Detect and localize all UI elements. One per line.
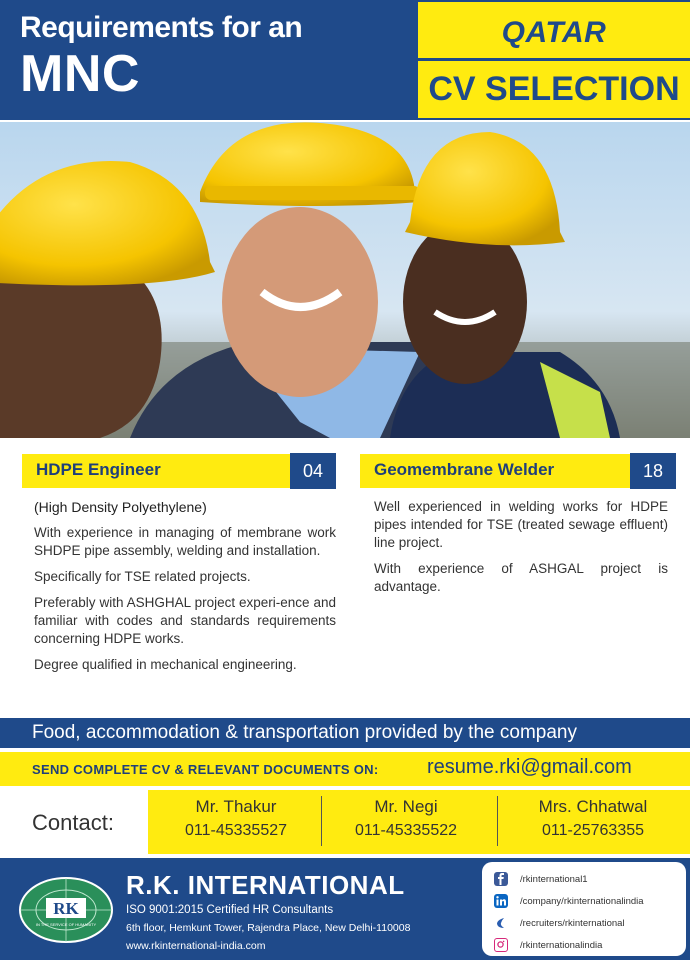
contact-name: Mr. Thakur [195,797,277,816]
vacancy-count: 18 [630,453,676,489]
send-cv-label: SEND COMPLETE CV & RELEVANT DOCUMENTS ON: [32,762,379,777]
country-panel [418,2,690,118]
header-line2: MNC [20,45,140,103]
company-address: 6th floor, Hemkunt Tower, Rajendra Place, New Delhi-110008 [126,922,411,934]
contact-person [318,796,494,844]
cv-selection-label: CV SELECTION [428,70,680,108]
job-card-header-hdpe-engineer [22,454,334,488]
header-banner [0,0,690,120]
contact-name: Mr. Negi [374,797,438,816]
vacancy-count: 04 [290,453,336,489]
facebook-icon [494,872,508,886]
social-row-linkedin[interactable] [494,892,644,910]
social-handle: /recruiters/rkinternational [520,917,625,929]
contact-phone[interactable]: 011-45335522 [354,822,458,839]
social-handle: /company/rkinternationalindia [520,895,644,907]
job-paragraph: With experience in managing of membrane work SHDPE pipe assembly, welding and installation. [34,525,336,558]
social-handle: /rkinternational1 [520,873,588,885]
social-links [482,862,686,956]
contact-box [148,790,690,854]
social-row-instagram[interactable] [494,936,602,954]
workers-illustration [0,122,690,438]
country-label: QATAR [501,16,607,49]
job-title: HDPE Engineer [36,460,161,479]
company-logo [18,876,114,944]
linkedin-icon [494,894,508,908]
job-title: Geomembrane Welder [374,460,555,479]
social-row-facebook[interactable] [494,870,588,888]
job-card-header-geomembrane-welder [360,454,674,488]
company-website[interactable]: www.rkinternational-india.com [126,940,266,952]
workers-photo [0,122,690,438]
job-paragraph: Well experienced in welding works for HDPE pipes intended for TSE (treated sewage effluent) line project. [374,499,668,550]
contact-section [0,790,690,854]
job-paragraph: Degree qualified in mechanical engineering. [34,657,297,672]
iso-certification: ISO 9001:2015 Certified HR Consultants [126,904,334,916]
logo-text: RK [53,899,79,918]
contact-label: Contact: [32,810,114,835]
send-cv-banner [0,752,690,786]
naukri-icon [494,916,508,930]
social-row-naukri[interactable] [494,914,625,932]
contact-phone[interactable]: 011-25763355 [541,822,645,839]
header-line1: Requirements for an [20,11,303,44]
social-handle: /rkinternationalindia [520,939,603,951]
job-subtitle: (High Density Polyethylene) [34,499,207,515]
contact-person [148,796,324,844]
header-title [20,10,302,102]
footer [0,858,690,960]
instagram-icon [494,938,508,952]
contact-phone[interactable]: 011-45335527 [184,822,288,839]
contact-person [498,796,688,844]
benefits-banner: Food, accommodation & transportation provided by the company [0,718,690,748]
contact-name: Mrs. Chhatwal [538,797,648,816]
logo-tagline: IN THE SERVICE OF HUMANITY [35,922,97,927]
company-name: R.K. INTERNATIONAL [126,870,405,900]
job-paragraph: Specifically for TSE related projects. [34,569,251,584]
email-link[interactable]: resume.rki@gmail.com [427,756,632,778]
job-card-body-geomembrane-welder [374,498,668,604]
job-card-body-hdpe-engineer [34,498,336,682]
job-paragraph: Preferably with ASHGHAL project experi-ence and familiar with codes and standards requirements concerning HDPE works. [34,595,336,646]
job-paragraph: With experience of ASHGAL project is advantage. [374,561,668,594]
country-divider [418,58,690,61]
